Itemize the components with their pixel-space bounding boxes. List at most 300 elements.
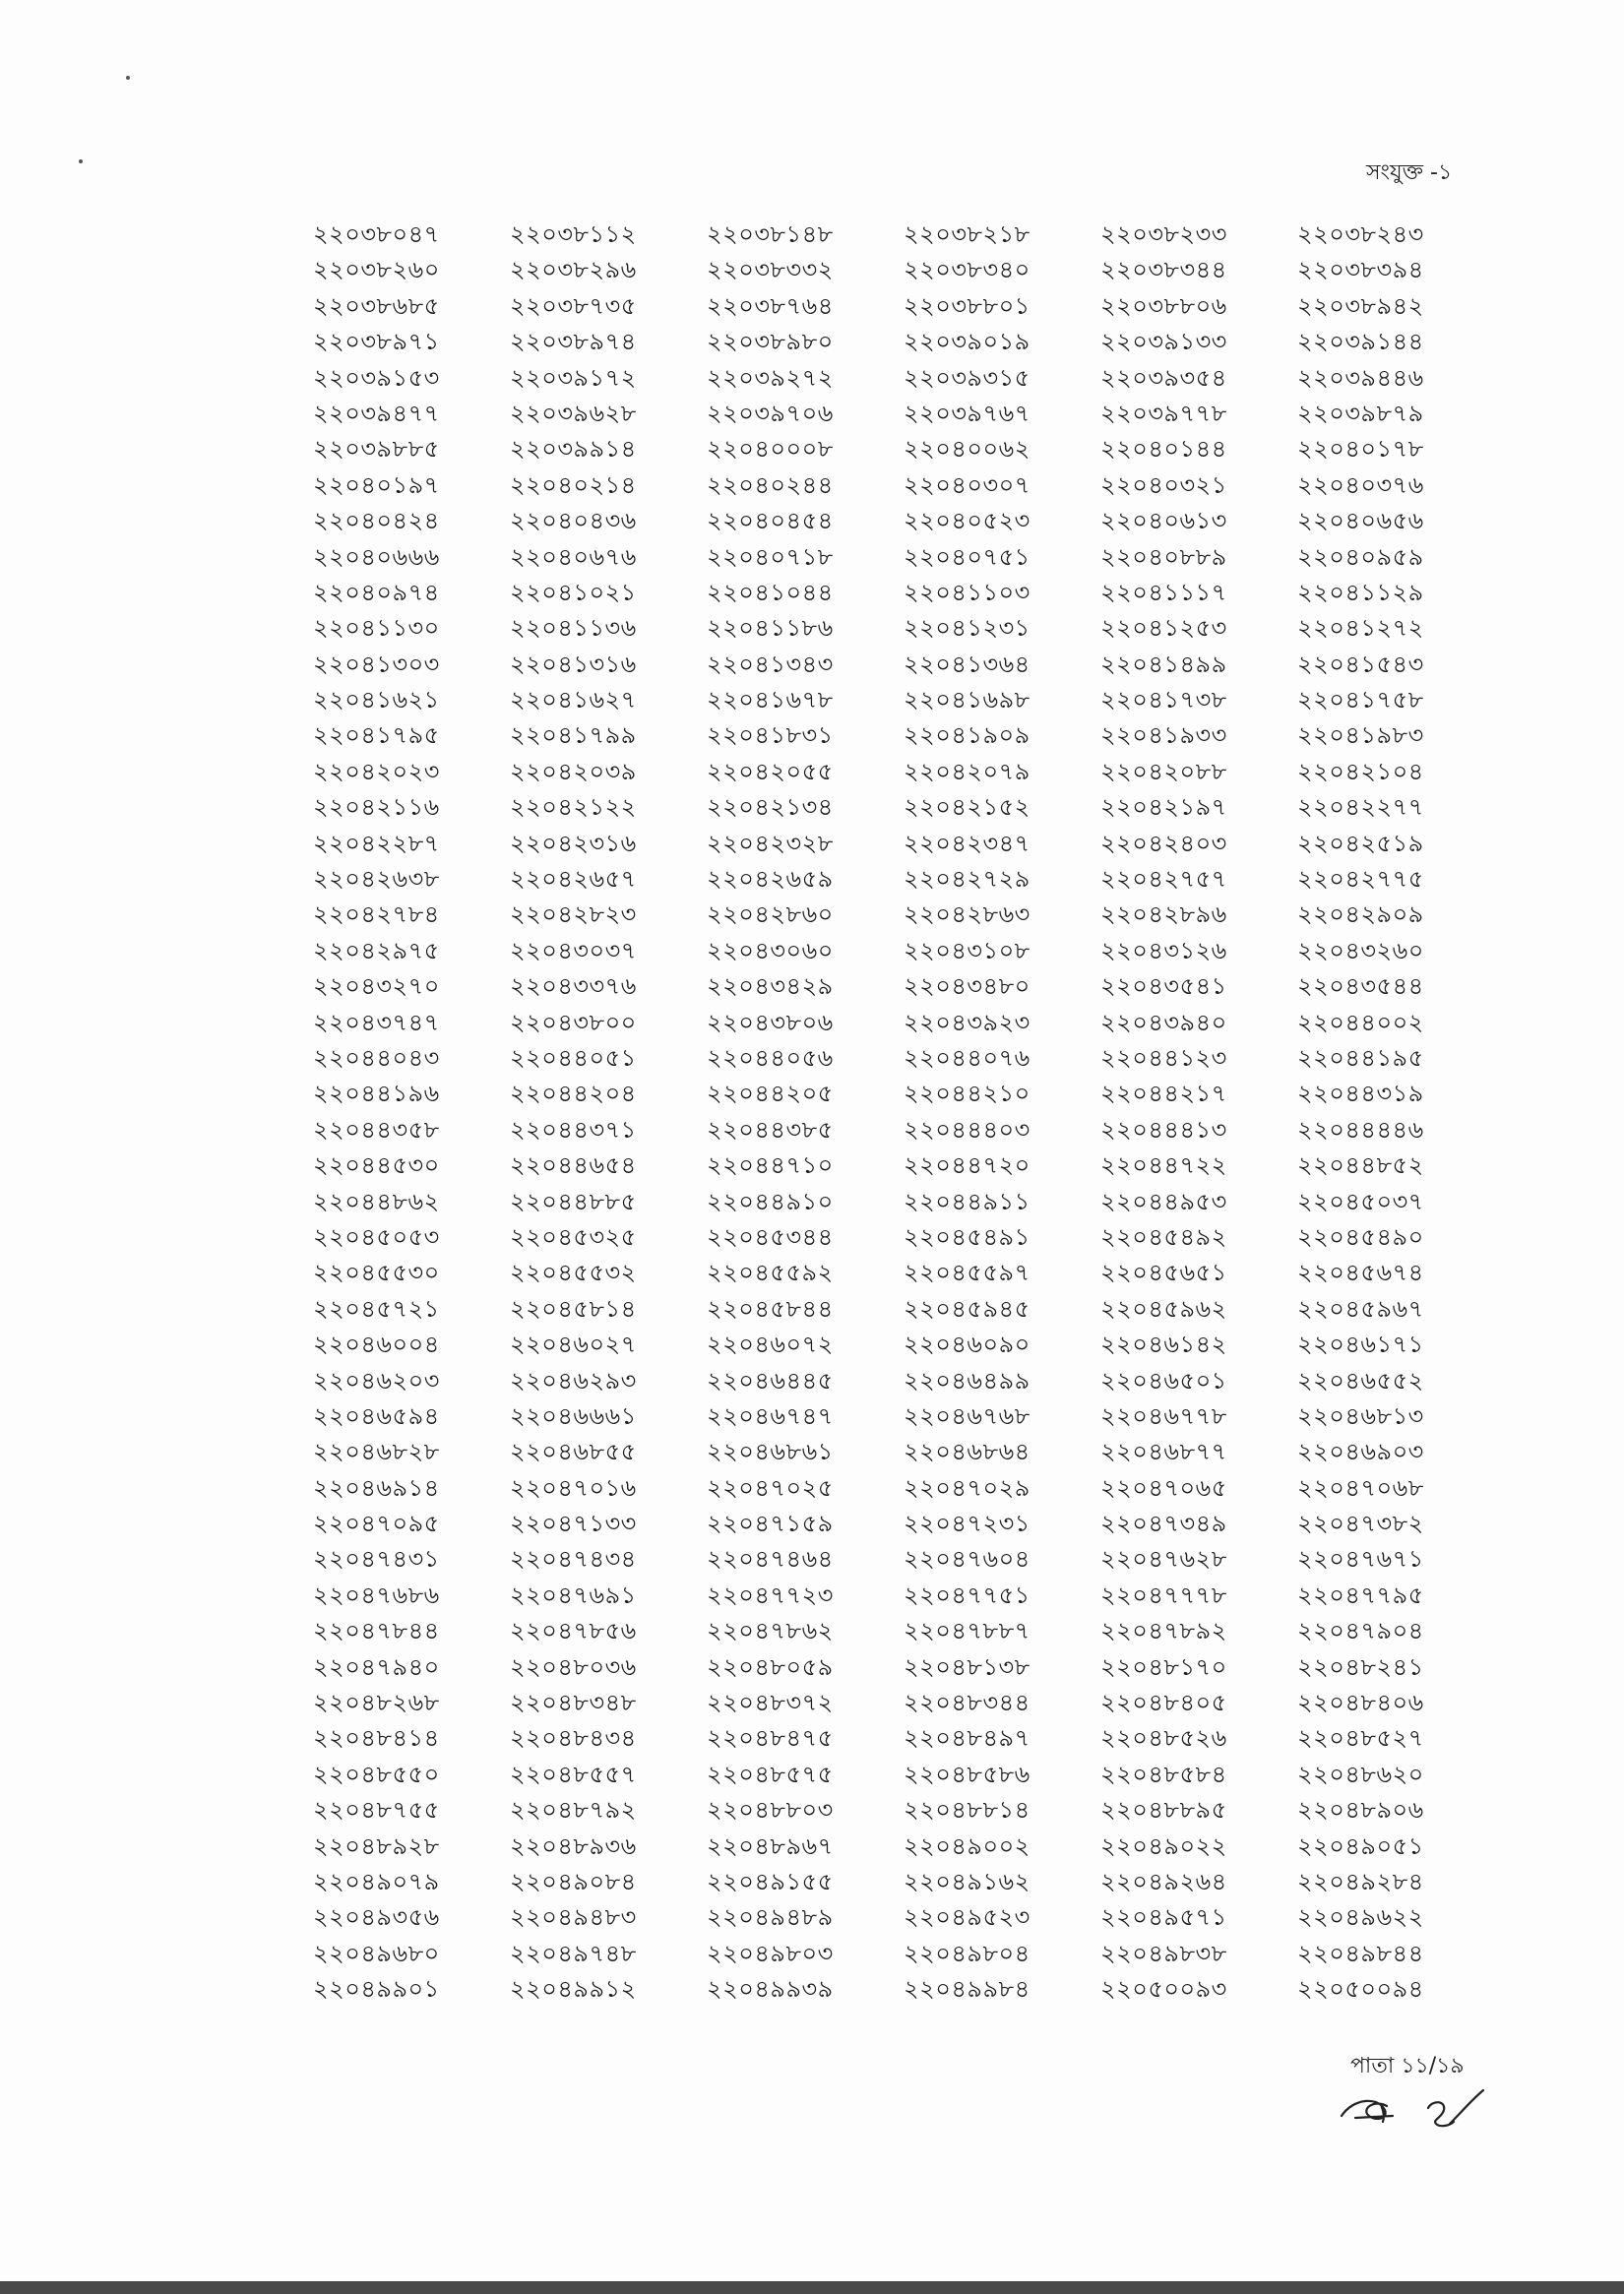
roll-number-cell: ২২০৩৮৯৭৪ xyxy=(510,328,637,356)
roll-number-cell: ২২০৪২৭৭৫ xyxy=(1297,865,1424,894)
roll-number-cell: ২২০৪৩১২৬ xyxy=(1100,936,1227,964)
roll-number-cell: ২২০৪০৫২৩ xyxy=(904,507,1031,535)
roll-number-cell: ২২০৩৮৯৪২ xyxy=(1297,291,1424,320)
roll-number-cell: ২২০৪৭৪৩১ xyxy=(313,1545,440,1574)
roll-number-cell: ২২০৪৮৫৮৬ xyxy=(904,1760,1031,1788)
roll-number-cell: ২২০৪৯৪৮৯ xyxy=(707,1903,834,1932)
roll-number-cell: ২২০৪৮৫৫৭ xyxy=(510,1760,637,1788)
roll-number-cell: ২২০৩৮২৩৩ xyxy=(1100,220,1227,248)
roll-number-cell: ২২০৪৭৪৩৪ xyxy=(510,1545,637,1574)
roll-number-cell: ২২০৪৭৮৫৬ xyxy=(510,1617,637,1645)
roll-number-cell: ২২০৪৬০৭২ xyxy=(707,1331,834,1359)
roll-number-cell: ২২০৪৮৫২৭ xyxy=(1297,1724,1424,1753)
roll-number-cell: ২২০৪৭৬৭১ xyxy=(1297,1545,1424,1574)
roll-number-cell: ২২০৪১৩০৩ xyxy=(313,650,440,678)
roll-number-cell: ২২০৪২৯৭৫ xyxy=(313,936,440,964)
roll-number-cell: ২২০৩৯৬২৮ xyxy=(510,399,637,427)
roll-number-cell: ২২০৩৯৮৭৯ xyxy=(1297,399,1424,427)
roll-number-cell: ২২০৪০৯৫৯ xyxy=(1297,542,1424,571)
roll-number-cell: ২২০৪৯৮০৩ xyxy=(707,1939,834,1967)
roll-number-cell: ২২০৩৯০১৯ xyxy=(904,328,1031,356)
roll-number-cell: ২২০৪২৬৫৭ xyxy=(510,865,637,894)
roll-number-cell: ২২০৪২৬৩৮ xyxy=(313,865,440,894)
roll-number-cell: ২২০৩৮৩৪০ xyxy=(904,256,1031,284)
roll-number-cell: ২২০৪৬২৯৩ xyxy=(510,1366,637,1395)
roll-number-cell: ২২০৪১১৩৬ xyxy=(510,614,637,643)
roll-number-cell: ২২০৪৭৮৪৪ xyxy=(313,1617,440,1645)
roll-number-cell: ২২০৪৩৫৪১ xyxy=(1100,972,1227,1001)
roll-number-cell: ২২০৪৯১৬২ xyxy=(904,1867,1031,1895)
roll-number-cell: ২২০৪০৬৬৬ xyxy=(313,542,440,571)
roll-number-cell: ২২০৪০৮৮৯ xyxy=(1100,542,1227,571)
roll-number-cell: ২২০৪৯০২২ xyxy=(1100,1831,1227,1860)
roll-number-cell: ২২০৪৭৭৫১ xyxy=(904,1581,1031,1609)
roll-number-cell: ২২০৪৪৪৪৬ xyxy=(1297,1115,1424,1144)
roll-number-cell: ২২০৪৬৪৪৫ xyxy=(707,1366,834,1395)
roll-number-cell: ২২০৪২১৯৭ xyxy=(1100,793,1227,822)
roll-number-cell: ২২০৪১৩৪৩ xyxy=(707,650,834,678)
roll-number-cell: ২২০৪৯০০২ xyxy=(904,1831,1031,1860)
roll-number-cell: ২২০৪৯৮০৪ xyxy=(904,1939,1031,1967)
roll-number-cell: ২২০৪৮৮১৪ xyxy=(904,1796,1031,1825)
roll-number-cell: ২২০৪২২৭৭ xyxy=(1297,793,1424,822)
roll-number-cell: ২২০৪৫৮১৪ xyxy=(510,1294,637,1323)
roll-number-cell: ২২০৪৫৩২৫ xyxy=(510,1222,637,1251)
roll-number-cell: ২২০৪৪৮৬২ xyxy=(313,1187,440,1215)
roll-number-cell: ২২০৩৮৯৮০ xyxy=(707,328,834,356)
roll-number-cell: ২২০৪৬৮১৩ xyxy=(1297,1401,1424,1430)
roll-number-cell: ২২০৪৮৫৫০ xyxy=(313,1760,440,1788)
roll-number-cell: ২২০৩৮২১৮ xyxy=(904,220,1031,248)
roll-number-cell: ২২০৪২০৩৯ xyxy=(510,757,637,785)
roll-number-cell: ২২০৪১৬২১ xyxy=(313,686,440,714)
roll-number-cell: ২২০৪৮৪৭৫ xyxy=(707,1724,834,1753)
roll-number-cell: ২২০৪৩৮০৬ xyxy=(707,1008,834,1036)
roll-number-cell: ২২০৪২৩১৬ xyxy=(510,829,637,857)
roll-number-cell: ২২০৩৮৭৬৪ xyxy=(707,291,834,320)
roll-number-cell: ২২০৪০৬৫৬ xyxy=(1297,507,1424,535)
roll-number-cell: ২২০৪১৩১৬ xyxy=(510,650,637,678)
roll-number-cell: ২২০৪৪২০৪ xyxy=(510,1080,637,1108)
roll-number-cell: ২২০৪৩৯৪০ xyxy=(1100,1008,1227,1036)
roll-number-cell: ২২০৩৮৮০১ xyxy=(904,291,1031,320)
roll-number-cell: ২২০৪৬৬৬১ xyxy=(510,1401,637,1430)
roll-number-cell: ২২০৪৮৩৪৮ xyxy=(510,1689,637,1717)
roll-number-cell: ২২০৪২৮৯৬ xyxy=(1100,900,1227,929)
roll-number-cell: ২২০৪২৮২৩ xyxy=(510,900,637,929)
roll-number-cell: ২২০৪৬২০৩ xyxy=(313,1366,440,1395)
roll-number-cell: ২২০৪০০০৮ xyxy=(707,435,834,464)
roll-number-cell: ২২০৪০৬১৩ xyxy=(1100,507,1227,535)
roll-number-cell: ২২০৪৩৫৪৪ xyxy=(1297,972,1424,1001)
roll-number-cell: ২২০৪৫৬৭৪ xyxy=(1297,1259,1424,1287)
roll-number-cell: ২২০৪৪৩৮৫ xyxy=(707,1115,834,1144)
roll-number-cell: ২২০৪৪৪১৩ xyxy=(1100,1115,1227,1144)
roll-number-cell: ২২০৪২০৫৫ xyxy=(707,757,834,785)
roll-number-cell: ২২০৩৮৭৩৫ xyxy=(510,291,637,320)
roll-number-cell: ২২০৪৯১৫৫ xyxy=(707,1867,834,1895)
roll-number-cell: ২২০৪২৪০৩ xyxy=(1100,829,1227,857)
roll-number-cell: ২২০৪৪৫৩০ xyxy=(313,1151,440,1180)
roll-number-cell: ২২০৪৭৭৯৫ xyxy=(1297,1581,1424,1609)
roll-number-cell: ২২০৩৮২৯৬ xyxy=(510,256,637,284)
roll-number-cell: ২২০৩৮২৪৩ xyxy=(1297,220,1424,248)
roll-number-cell: ২২০৪৪১৯৬ xyxy=(313,1080,440,1108)
roll-number-cell: ২২০৪৪১৯৫ xyxy=(1297,1043,1424,1072)
roll-number-cell: ২২০৪০৪২৪ xyxy=(313,507,440,535)
roll-number-cell: ২২০৪৭০৬৫ xyxy=(1100,1473,1227,1502)
roll-number-cell: ২২০৪৭৮৮৭ xyxy=(904,1617,1031,1645)
roll-number-cell: ২২০৩৯১৫৩ xyxy=(313,363,440,392)
roll-number-cell: ২২০৪২০২৩ xyxy=(313,757,440,785)
roll-number-cell: ২২০৪২৭২৯ xyxy=(904,865,1031,894)
roll-number-cell: ২২০৪৪২১০ xyxy=(904,1080,1031,1108)
roll-number-cell: ২২০৪০৩৭৬ xyxy=(1297,470,1424,499)
roll-number-cell: ২২০৪৩০৬০ xyxy=(707,936,834,964)
roll-number-cell: ২২০৪৬০০৪ xyxy=(313,1331,440,1359)
roll-number-cell: ২২০৪৮৬২০ xyxy=(1297,1760,1424,1788)
roll-number-cell: ২২০৪৯০৮৪ xyxy=(510,1867,637,1895)
roll-number-cell: ২২০৪৫০৫৩ xyxy=(313,1222,440,1251)
roll-number-cell: ২২০৪৬০৯০ xyxy=(904,1331,1031,1359)
annex-label: সংযুক্ত -১ xyxy=(1366,160,1453,185)
roll-number-cell: ২২০৪০২৪৪ xyxy=(707,470,834,499)
roll-number-cell: ২২০৪৪৭২২ xyxy=(1100,1151,1227,1180)
roll-number-cell: ২২০৪৯২৬৪ xyxy=(1100,1867,1227,1895)
page-number: পাতা ১১/১৯ xyxy=(1350,2054,1465,2078)
roll-number-cell: ২২০৪৪৯৫৩ xyxy=(1100,1187,1227,1215)
roll-number-cell: ২২০৪৭৭৭৮ xyxy=(1100,1581,1227,1609)
roll-number-cell: ২২০৪৮৯০৬ xyxy=(1297,1796,1424,1825)
roll-number-cell: ২২০৪৯৬৮০ xyxy=(313,1939,440,1967)
roll-number-cell: ২২০৪৬৮৫৫ xyxy=(510,1438,637,1466)
roll-number-cell: ২২০৪৮৫৭৫ xyxy=(707,1760,834,1788)
roll-number-cell: ২২০৪৪৪০৩ xyxy=(904,1115,1031,1144)
roll-number-cell: ২২০৪৭৮৬২ xyxy=(707,1617,834,1645)
roll-number-cell: ২২০৪২৭৫৭ xyxy=(1100,865,1227,894)
roll-number-cell: ২২০৪৫৯৬৭ xyxy=(1297,1294,1424,1323)
roll-number-cell: ২২০৪৬৭৬৮ xyxy=(904,1401,1031,1430)
roll-number-cell: ২২০৪৭৬৮৬ xyxy=(313,1581,440,1609)
roll-number-cell: ২২০৪৭১৩৩ xyxy=(510,1510,637,1538)
roll-number-cell: ২২০৪১৯৮৩ xyxy=(1297,721,1424,750)
roll-number-cell: ২২০৪৪০৭৬ xyxy=(904,1043,1031,1072)
scan-speck xyxy=(79,159,83,163)
roll-number-cell: ২২০৪১০৪৪ xyxy=(707,578,834,606)
roll-number-cell: ২২০৪১০২১ xyxy=(510,578,637,606)
roll-number-cell: ২২০৪৮৭৫৫ xyxy=(313,1796,440,1825)
roll-number-cell: ২২০৪১৬৯৮ xyxy=(904,686,1031,714)
roll-number-cell: ২২০৩৯১৩৩ xyxy=(1100,328,1227,356)
roll-number-cell: ২২০৪০১৯৭ xyxy=(313,470,440,499)
roll-number-cell: ২২০৪৭৩৮২ xyxy=(1297,1510,1424,1538)
roll-number-cell: ২২০৪৫৫৯২ xyxy=(707,1259,834,1287)
roll-number-cell: ২২০৪৮৫২৬ xyxy=(1100,1724,1227,1753)
roll-number-cell: ২২০৪২১২২ xyxy=(510,793,637,822)
roll-number-cell: ২২০৪০১৭৮ xyxy=(1297,435,1424,464)
roll-number-cell: ২২০৪৬০২৭ xyxy=(510,1331,637,1359)
roll-number-cell: ২২০৪১৭৩৮ xyxy=(1100,686,1227,714)
roll-number-cell: ২২০৪১১১৭ xyxy=(1100,578,1227,606)
roll-number-cell: ২২০৪৪৮৫২ xyxy=(1297,1151,1424,1180)
roll-number-cell: ২২০৪৫৯৪৫ xyxy=(904,1294,1031,1323)
roll-number-cell: ২২০৩৯২৭২ xyxy=(707,363,834,392)
roll-number-cell: ২২০৩৮১৪৮ xyxy=(707,220,834,248)
roll-number-cell: ২২০৪৬৮৬৪ xyxy=(904,1438,1031,1466)
roll-number-cell: ২২০৪৪০০২ xyxy=(1297,1008,1424,1036)
roll-number-cell: ২২০৩৯৭০৬ xyxy=(707,399,834,427)
roll-number-cell: ২২০৪৭০১৬ xyxy=(510,1473,637,1502)
roll-number-cell: ২২০৪৭০৯৫ xyxy=(313,1510,440,1538)
roll-number-cell: ২২০৪১১৮৬ xyxy=(707,614,834,643)
roll-number-cell: ২২০৩৯৭৭৮ xyxy=(1100,399,1227,427)
roll-number-cell: ২২০৪৮৪১৪ xyxy=(313,1724,440,1753)
roll-number-cell: ২২০৩৮৬৮৫ xyxy=(313,291,440,320)
roll-number-cell: ২২০৪৮৯৩৬ xyxy=(510,1831,637,1860)
roll-number-cell: ২২০৩৯১৪৪ xyxy=(1297,328,1424,356)
roll-number-cell: ২২০৪৮৭৯২ xyxy=(510,1796,637,1825)
roll-number-cell: ২২০৪৫৪৯০ xyxy=(1297,1222,1424,1251)
roll-number-cell: ২২০৪০৬৭৬ xyxy=(510,542,637,571)
roll-number-cell: ২২০৪৬৭৭৮ xyxy=(1100,1401,1227,1430)
roll-number-cell: ২২০৪৬৮২৮ xyxy=(313,1438,440,1466)
roll-number-cell: ২২০৪৬৯০৩ xyxy=(1297,1438,1424,1466)
roll-number-cell: ২২০৩৯৮৮৫ xyxy=(313,435,440,464)
roll-number-cell: ২২০৪৫৭২১ xyxy=(313,1294,440,1323)
roll-number-cell: ২২০৪৩১০৮ xyxy=(904,936,1031,964)
roll-number-cell: ২২০৪৩৭৪৭ xyxy=(313,1008,440,1036)
roll-number-cell: ২২০৪০৪৩৬ xyxy=(510,507,637,535)
roll-number-cell: ২২০৪৮২৪১ xyxy=(1297,1652,1424,1681)
roll-number-cell: ২২০৪১২৩১ xyxy=(904,614,1031,643)
roll-number-cell: ২২০৪২৮৬০ xyxy=(707,900,834,929)
roll-number-cell: ২২০৪০৭৫১ xyxy=(904,542,1031,571)
roll-number-cell: ২২০৩৮৩৪৪ xyxy=(1100,256,1227,284)
roll-number-cell: ২২০৪০৩২১ xyxy=(1100,470,1227,499)
roll-number-cell: ২২০৪১৭৫৮ xyxy=(1297,686,1424,714)
roll-number-cell: ২২০৪৪৬৫৪ xyxy=(510,1151,637,1180)
roll-number-cell: ২২০৪৩০৩৭ xyxy=(510,936,637,964)
roll-number-cell: ২২০৪৫৯৬২ xyxy=(1100,1294,1227,1323)
roll-number-cell: ২২০৪৩৪৮০ xyxy=(904,972,1031,1001)
roll-number-cell: ২২০৪৫৫৩২ xyxy=(510,1259,637,1287)
roll-number-cell: ২২০৪৪২১৭ xyxy=(1100,1080,1227,1108)
roll-number-cell: ২২০৪৯৫৭১ xyxy=(1100,1903,1227,1932)
roll-number-cell: ২২০৪১৬২৭ xyxy=(510,686,637,714)
roll-number-cell: ২২০৩৯৩১৫ xyxy=(904,363,1031,392)
roll-number-cell: ২২০৪১১৩০ xyxy=(313,614,440,643)
roll-number-cell: ২২০৪৮৯৬৭ xyxy=(707,1831,834,1860)
roll-number-cell: ২২০৪৯৯৩৯ xyxy=(707,1975,834,2004)
roll-number-cell: ২২০৪৮১৭০ xyxy=(1100,1652,1227,1681)
roll-number-cell: ২২০৪৯৯০১ xyxy=(313,1975,440,2004)
roll-number-cell: ২২০৪২৬৫৯ xyxy=(707,865,834,894)
roll-number-cell: ২২০৪৭৬০৪ xyxy=(904,1545,1031,1574)
roll-number-cell: ২২০৪৮৯২৮ xyxy=(313,1831,440,1860)
roll-number-cell: ২২০৪৯৯৮৪ xyxy=(904,1975,1031,2004)
roll-number-grid xyxy=(313,217,1494,2008)
roll-number-cell: ২২০৪৪১২৩ xyxy=(1100,1043,1227,1072)
roll-number-cell: ২২০৪৪৩১৯ xyxy=(1297,1080,1424,1108)
roll-number-cell: ২২০৪১৪৯৯ xyxy=(1100,650,1227,678)
roll-number-cell: ২২০৪৭১৫৯ xyxy=(707,1510,834,1538)
roll-number-cell: ২২০৪৩৯২৩ xyxy=(904,1008,1031,1036)
roll-number-cell: ২২০৩৮৯৭১ xyxy=(313,328,440,356)
roll-number-cell: ২২০৪৪৭১০ xyxy=(707,1151,834,1180)
roll-number-cell: ২২০৪৭০২৫ xyxy=(707,1473,834,1502)
roll-number-cell: ২২০৪১২৭২ xyxy=(1297,614,1424,643)
roll-number-cell: ২২০৪৮২৬৮ xyxy=(313,1689,440,1717)
roll-number-cell: ২২০৪৭২৩১ xyxy=(904,1510,1031,1538)
roll-number-cell: ২২০৪৭৮৯২ xyxy=(1100,1617,1227,1645)
roll-number-cell: ২২০৪৮৪০৬ xyxy=(1297,1689,1424,1717)
roll-number-cell: ২২০৩৯৭৬৭ xyxy=(904,399,1031,427)
roll-number-cell: ২২০৪৯৮৩৮ xyxy=(1100,1939,1227,1967)
roll-number-cell: ২২০৪৮৮৯৫ xyxy=(1100,1796,1227,1825)
roll-number-cell: ২২০৪৩৮০০ xyxy=(510,1008,637,1036)
roll-number-cell: ২২০৪৬১৭১ xyxy=(1297,1331,1424,1359)
roll-number-cell: ২২০৪৭৬৯১ xyxy=(510,1581,637,1609)
roll-number-cell: ২২০৪৯২৮৪ xyxy=(1297,1867,1424,1895)
roll-number-cell: ২২০৪৫৫৩০ xyxy=(313,1259,440,1287)
roll-number-cell: ২২০৪৫৪৯২ xyxy=(1100,1222,1227,1251)
roll-number-cell: ২২০৪৬৫০১ xyxy=(1100,1366,1227,1395)
handwritten-signature xyxy=(1334,2077,1501,2136)
roll-number-cell: ২২০৪০৯৭৪ xyxy=(313,578,440,606)
roll-number-cell: ২২০৪১৯৩৩ xyxy=(1100,721,1227,750)
roll-number-cell: ২২০৪৫৪৯১ xyxy=(904,1222,1031,1251)
roll-number-cell: ২২০৪২৮৬৩ xyxy=(904,900,1031,929)
roll-number-cell: ২২০৪৪৭২০ xyxy=(904,1151,1031,1180)
roll-number-cell: ২২০৪২১০৪ xyxy=(1297,757,1424,785)
roll-number-cell: ২২০৪০৩০৭ xyxy=(904,470,1031,499)
roll-number-cell: ২২০৪৩৪২৯ xyxy=(707,972,834,1001)
roll-number-cell: ২২০৪৫০৩৭ xyxy=(1297,1187,1424,1215)
roll-number-cell: ২২০৪৩২৭০ xyxy=(313,972,440,1001)
roll-number-cell: ২২০৪৭৬২৮ xyxy=(1100,1545,1227,1574)
roll-number-cell: ২২০৪৬৫৯৪ xyxy=(313,1401,440,1430)
roll-number-cell: ২২০৪৮৩৪৪ xyxy=(904,1689,1031,1717)
roll-number-cell: ২২০৩৮১১২ xyxy=(510,220,637,248)
roll-number-cell: ২২০৩৮২৬০ xyxy=(313,256,440,284)
roll-number-cell: ২২০৪২০৭৯ xyxy=(904,757,1031,785)
roll-number-cell: ২২০৩৮০৪৭ xyxy=(313,220,440,248)
roll-number-cell: ২২০৩৯৪৪৬ xyxy=(1297,363,1424,392)
roll-number-cell: ২২০৩৮৩৯৪ xyxy=(1297,256,1424,284)
roll-number-cell: ২২০৪৮৪০৫ xyxy=(1100,1689,1227,1717)
roll-number-cell: ২২০৪৭৩৪৯ xyxy=(1100,1510,1227,1538)
roll-number-cell: ২২০৪২২৮৭ xyxy=(313,829,440,857)
roll-number-cell: ২২০৩৯৩৫৪ xyxy=(1100,363,1227,392)
roll-number-cell: ২২০৪৫৫৯৭ xyxy=(904,1259,1031,1287)
roll-number-cell: ২২০৪২৩৪৭ xyxy=(904,829,1031,857)
roll-number-cell: ২২০৪৮৪৩৪ xyxy=(510,1724,637,1753)
roll-number-cell: ২২০৪০১৪৪ xyxy=(1100,435,1227,464)
roll-number-cell: ২২০৪৭৯০৪ xyxy=(1297,1617,1424,1645)
roll-number-cell: ২২০৪২৫১৯ xyxy=(1297,829,1424,857)
roll-number-cell: ২২০৪১৯০৯ xyxy=(904,721,1031,750)
roll-number-cell: ২২০৪৯৭৪৮ xyxy=(510,1939,637,1967)
roll-number-cell: ২২০৪৯৪৮৩ xyxy=(510,1903,637,1932)
roll-number-cell: ২২০৪৮০৫৯ xyxy=(707,1652,834,1681)
roll-number-cell: ২২০৪২১৫২ xyxy=(904,793,1031,822)
roll-number-cell: ২২০৪১৬৭৮ xyxy=(707,686,834,714)
roll-number-cell: ২২০৪০৪৫৪ xyxy=(707,507,834,535)
roll-number-cell: ২২০৪৩৩৭৬ xyxy=(510,972,637,1001)
roll-number-cell: ২২০৪৮৩৭২ xyxy=(707,1689,834,1717)
roll-number-cell: ২২০৩৮৮০৬ xyxy=(1100,291,1227,320)
roll-number-cell: ২২০৪৬৮৬১ xyxy=(707,1438,834,1466)
roll-number-cell: ২২০৩৯৯১৪ xyxy=(510,435,637,464)
roll-number-cell: ২২০৪০২১৪ xyxy=(510,470,637,499)
roll-number-cell: ২২০৪৫৬৫১ xyxy=(1100,1259,1227,1287)
roll-number-cell: ২২০৪৩২৬০ xyxy=(1297,936,1424,964)
roll-number-cell: ২২০৪৪০৪৩ xyxy=(313,1043,440,1072)
roll-number-cell: ২২০৪৫৩৪৪ xyxy=(707,1222,834,1251)
roll-number-cell: ২২০৪৯৩৫৬ xyxy=(313,1903,440,1932)
roll-number-cell: ২২০৪৭০২৯ xyxy=(904,1473,1031,1502)
roll-number-cell: ২২০৪৪৮৮৫ xyxy=(510,1187,637,1215)
roll-number-cell: ২২০৪৯০৭৯ xyxy=(313,1867,440,1895)
roll-number-cell: ২২০৩৮৩৩২ xyxy=(707,256,834,284)
roll-number-cell: ২২০৪৪৩৫৮ xyxy=(313,1115,440,1144)
roll-number-cell: ২২০৪৪৩৭১ xyxy=(510,1115,637,1144)
roll-number-cell: ২২০৪৪৯১১ xyxy=(904,1187,1031,1215)
roll-number-cell: ২২০৪২০৮৮ xyxy=(1100,757,1227,785)
roll-number-cell: ২২০৪১২৫৩ xyxy=(1100,614,1227,643)
roll-number-cell: ২২০৪১৭৯৯ xyxy=(510,721,637,750)
roll-number-cell: ২২০৪১৮৩১ xyxy=(707,721,834,750)
roll-number-cell: ২২০৪১৫৪৩ xyxy=(1297,650,1424,678)
roll-number-cell: ২২০৪৭৯৪০ xyxy=(313,1652,440,1681)
roll-number-cell: ২২০৩৯১৭২ xyxy=(510,363,637,392)
roll-number-cell: ২২০৪২১১৬ xyxy=(313,793,440,822)
roll-number-cell: ২২০৪৮৫৮৪ xyxy=(1100,1760,1227,1788)
roll-number-cell: ২২০৪৮০৩৬ xyxy=(510,1652,637,1681)
roll-number-cell: ২২০৪২৯০৯ xyxy=(1297,900,1424,929)
roll-number-cell: ২২০৪১৭৯৫ xyxy=(313,721,440,750)
scan-bottom-edge xyxy=(0,2281,1624,2294)
roll-number-cell: ২২০৪১৩৬৪ xyxy=(904,650,1031,678)
roll-number-cell: ২২০৪৮৮০৩ xyxy=(707,1796,834,1825)
roll-number-cell: ২২০৪৫৮৪৪ xyxy=(707,1294,834,1323)
roll-number-cell: ২২০৪২৭৮৪ xyxy=(313,900,440,929)
roll-number-cell: ২২০৪৯৫২৩ xyxy=(904,1903,1031,1932)
roll-number-cell: ২২০৪৪০৫১ xyxy=(510,1043,637,1072)
roll-number-cell: ২২০৪৯৯১২ xyxy=(510,1975,637,2004)
roll-number-cell: ২২০৪২৩২৮ xyxy=(707,829,834,857)
roll-number-cell: ২২০৪৬৮৭৭ xyxy=(1100,1438,1227,1466)
roll-number-cell: ২২০৪০০৬২ xyxy=(904,435,1031,464)
roll-number-cell: ২২০৪৬৯১৪ xyxy=(313,1473,440,1502)
roll-number-cell: ২২০৪০৭১৮ xyxy=(707,542,834,571)
roll-number-cell: ২২০৪১১২৯ xyxy=(1297,578,1424,606)
roll-number-cell: ২২০৪৮৪৯৭ xyxy=(904,1724,1031,1753)
roll-number-cell: ২২০৪৭৪৬৪ xyxy=(707,1545,834,1574)
roll-number-cell: ২২০৪৬৫৫২ xyxy=(1297,1366,1424,1395)
roll-number-cell: ২২০৪৯৬২২ xyxy=(1297,1903,1424,1932)
roll-number-cell: ২২০৪৪০৫৬ xyxy=(707,1043,834,1072)
roll-number-cell: ২২০৪৭০৬৮ xyxy=(1297,1473,1424,1502)
roll-number-cell: ২২০৪৪২০৫ xyxy=(707,1080,834,1108)
roll-number-cell: ২২০৪৯০৫১ xyxy=(1297,1831,1424,1860)
roll-number-cell: ২২০৪৪৯১০ xyxy=(707,1187,834,1215)
roll-number-cell: ২২০৪৬১৪২ xyxy=(1100,1331,1227,1359)
roll-number-cell: ২২০৪২১৩৪ xyxy=(707,793,834,822)
roll-number-cell: ২২০৪৯৮৪৪ xyxy=(1297,1939,1424,1967)
roll-number-cell: ২২০৪৬৪৯৯ xyxy=(904,1366,1031,1395)
scan-speck xyxy=(126,76,130,80)
